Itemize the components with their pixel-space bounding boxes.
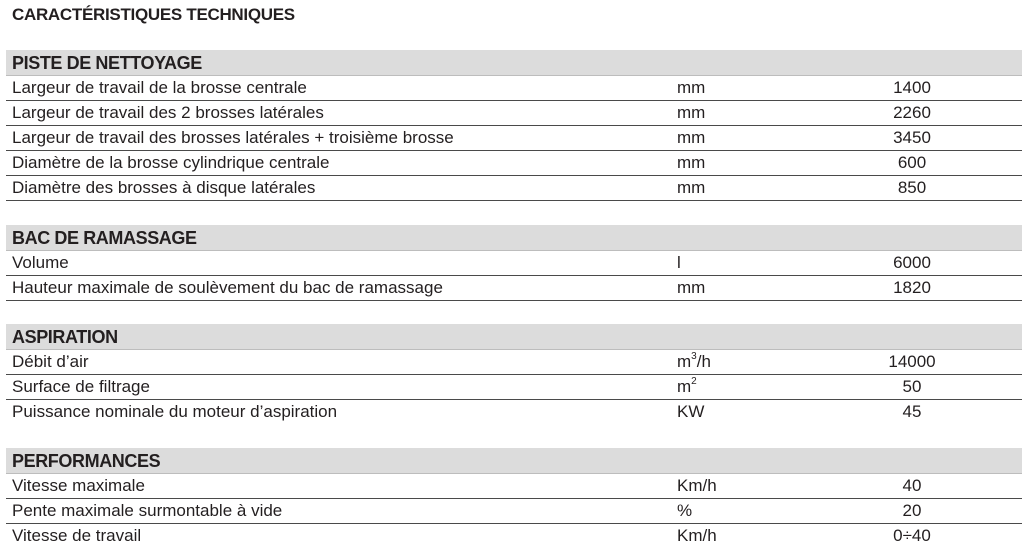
table-row xyxy=(6,176,1022,201)
table-row xyxy=(6,276,1022,301)
section-header: PERFORMANCES xyxy=(6,448,1022,474)
unit-suffix: /h xyxy=(696,352,711,371)
row-unit: % xyxy=(677,501,693,520)
row-label: Puissance nominale du moteur d’aspiration xyxy=(12,402,338,421)
row-unit xyxy=(677,375,697,399)
section-header: BAC DE RAMASSAGE xyxy=(6,225,1022,251)
row-value: 14000 xyxy=(888,352,936,371)
row-value: 40 xyxy=(902,476,922,495)
table-row xyxy=(6,76,1022,101)
row-value: 50 xyxy=(902,377,922,396)
table-row xyxy=(6,524,1022,549)
table-row xyxy=(6,474,1022,499)
unit-base: m xyxy=(677,352,692,371)
section-aspiration xyxy=(6,324,1022,425)
row-label: Largeur de travail de la brosse centrale xyxy=(12,78,307,97)
unit-superscript: 2 xyxy=(691,376,697,388)
section-bac-de-ramassage xyxy=(6,225,1022,301)
row-label: Largeur de travail des 2 brosses latérales xyxy=(12,103,324,122)
table-row xyxy=(6,151,1022,176)
row-unit: mm xyxy=(677,78,706,97)
row-value: 45 xyxy=(902,402,922,421)
row-unit: KW xyxy=(677,402,705,421)
table-row xyxy=(6,126,1022,151)
row-label: Pente maximale surmontable à vide xyxy=(12,501,283,520)
row-unit: mm xyxy=(677,128,706,147)
table-row xyxy=(6,499,1022,524)
page-title: CARACTÉRISTIQUES TECHNIQUES xyxy=(12,5,295,24)
row-value: 20 xyxy=(902,501,922,520)
row-value: 2260 xyxy=(893,103,931,122)
unit-base: m xyxy=(677,377,692,396)
row-label: Hauteur maximale de soulèvement du bac de ramassage xyxy=(12,278,443,297)
row-unit: mm xyxy=(677,153,706,172)
unit-superscript: 3 xyxy=(691,351,697,363)
row-label: Diamètre de la brosse cylindrique centrale xyxy=(12,153,330,172)
section-header: ASPIRATION xyxy=(6,324,1022,350)
table-row xyxy=(6,375,1022,400)
row-label: Débit d’air xyxy=(12,352,89,371)
row-unit xyxy=(677,350,711,374)
row-value: 0÷40 xyxy=(893,526,931,545)
row-label: Diamètre des brosses à disque latérales xyxy=(12,178,316,197)
row-unit: Km/h xyxy=(677,476,717,495)
row-label: Vitesse de travail xyxy=(12,526,142,545)
section-header: PISTE DE NETTOYAGE xyxy=(6,50,1022,76)
table-row xyxy=(6,400,1022,425)
row-label: Surface de filtrage xyxy=(12,377,150,396)
row-unit: mm xyxy=(677,178,706,197)
row-value: 3450 xyxy=(893,128,931,147)
section-piste-de-nettoyage xyxy=(6,50,1022,201)
row-label: Vitesse maximale xyxy=(12,476,145,495)
row-label: Volume xyxy=(12,253,69,272)
row-value: 850 xyxy=(897,178,927,197)
row-value: 1820 xyxy=(893,278,931,297)
row-unit: Km/h xyxy=(677,526,717,545)
row-value: 6000 xyxy=(893,253,931,272)
row-unit: l xyxy=(677,253,681,272)
section-performances xyxy=(6,448,1022,549)
table-row xyxy=(6,101,1022,126)
row-unit: mm xyxy=(677,103,706,122)
table-row xyxy=(6,350,1022,375)
row-value: 1400 xyxy=(893,78,931,97)
row-unit: mm xyxy=(677,278,706,297)
row-value: 600 xyxy=(897,153,927,172)
row-label: Largeur de travail des brosses latérales + troisième brosse xyxy=(12,128,454,147)
table-row xyxy=(6,251,1022,276)
